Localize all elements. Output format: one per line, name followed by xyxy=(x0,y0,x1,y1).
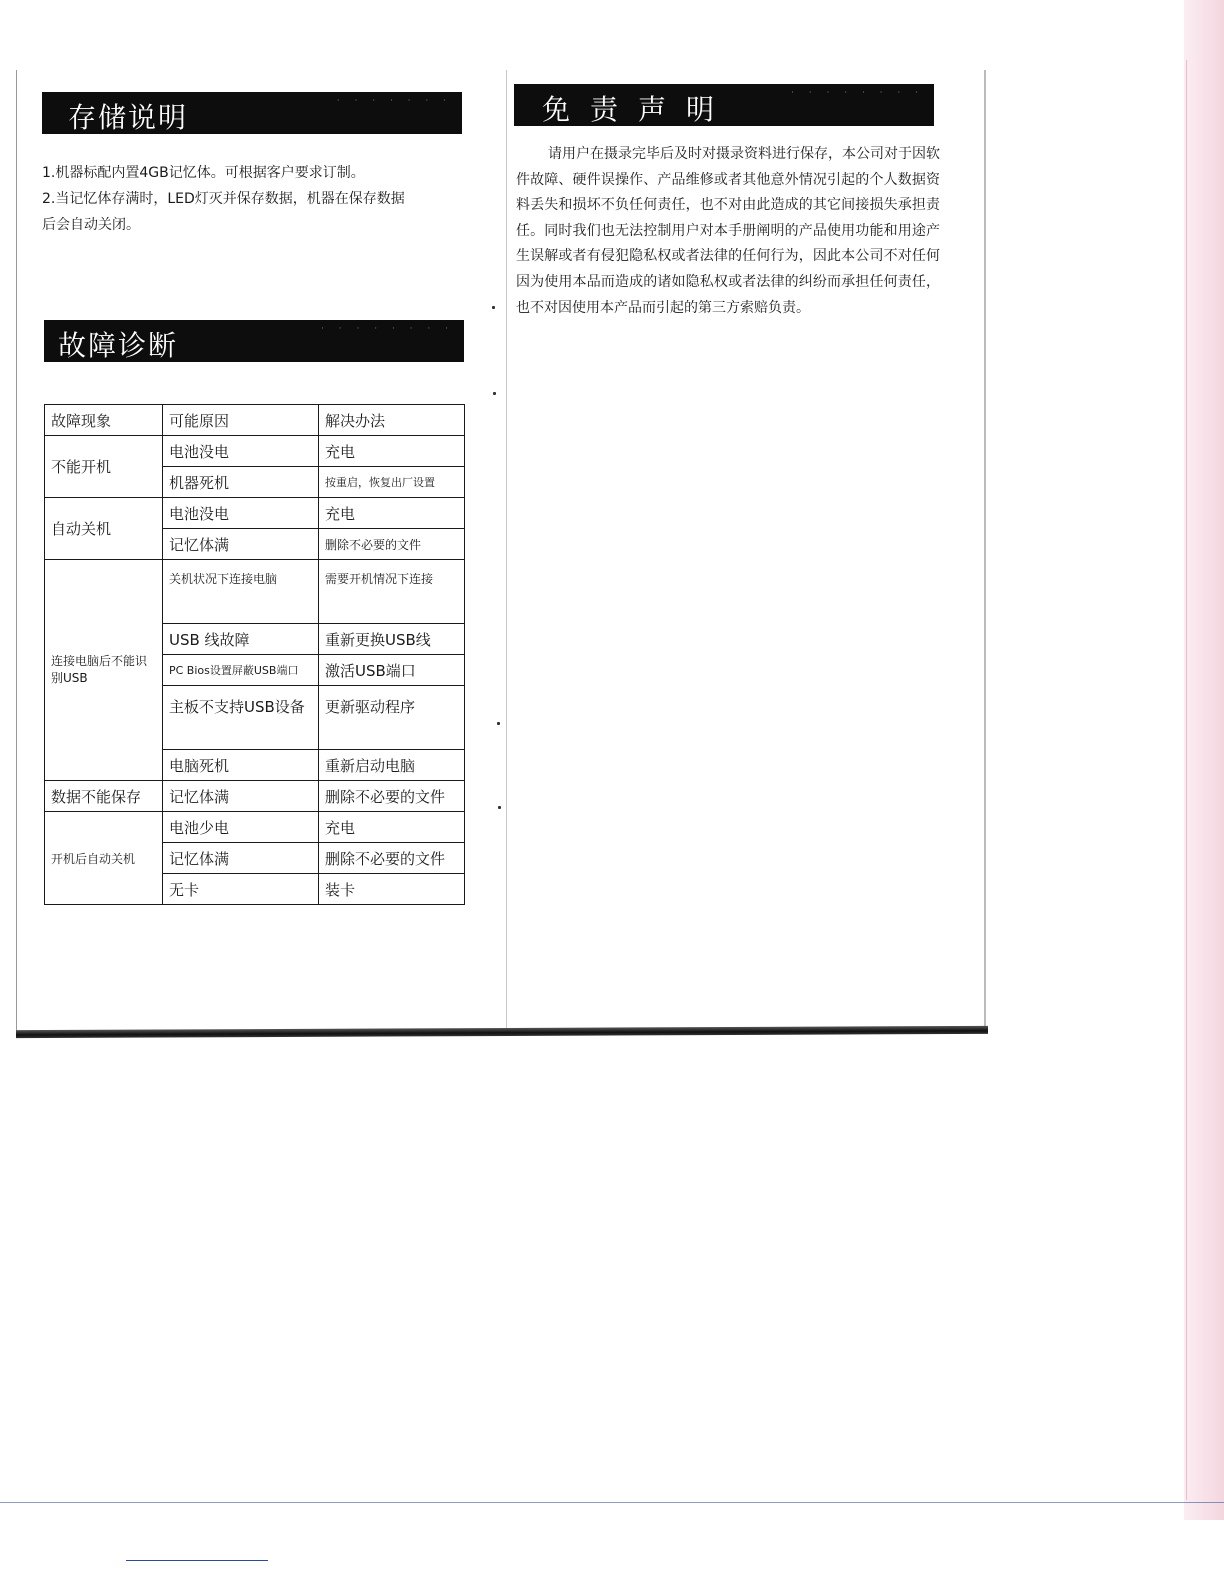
symptom-cell: 数据不能保存 xyxy=(45,781,163,812)
disclaimer-body: 请用户在摄录完毕后及时对摄录资料进行保存，本公司对于因软件故障、硬件误操作、产品维修或者其他意外情况引起的个人数据资料丢失和损坏不负任何责任，也不对由此造成的其它间接损失承担责任。同时我们也无法控制用户对本手册阐明的产品使用功能和用途产生误解或者有侵犯隐私权或者法律的任何行为，因此本公司不对任何因为使用本品而造成的诸如隐私权或者法律的纠纷而承担任何责任，也不对因使用本产品而引起的第三方索赔负责。 xyxy=(516,146,940,316)
cause-cell: 电脑死机 xyxy=(163,750,319,781)
solution-cell: 需要开机情况下连接 xyxy=(319,560,465,624)
fault-section-banner xyxy=(44,320,464,362)
cause-cell: 记忆体满 xyxy=(163,843,319,874)
header-cause: 可能原因 xyxy=(163,405,319,436)
symptom-cell: 开机后自动关机 xyxy=(45,812,163,905)
solution-cell: 删除不必要的文件 xyxy=(319,529,465,560)
banner-decoration: · · · · · · · · xyxy=(321,324,454,334)
booklet-bottom-edge xyxy=(16,1026,988,1038)
cause-cell: 机器死机 xyxy=(163,467,319,498)
table-row xyxy=(45,436,465,467)
page-edge-tint xyxy=(1184,0,1224,1520)
staple-mark xyxy=(493,392,496,395)
disclaimer-section-title: 免责声明 xyxy=(542,93,735,126)
storage-section-banner xyxy=(42,92,462,134)
solution-cell: 重新更换USB线 xyxy=(319,624,465,655)
page-edge-line xyxy=(1186,60,1187,1500)
cause-cell: 主板不支持USB设备 xyxy=(163,686,319,750)
cause-cell: 关机状况下连接电脑 xyxy=(163,560,319,624)
staple-mark xyxy=(497,722,500,725)
symptom-cell: 连接电脑后不能识别USB xyxy=(45,560,163,781)
header-solution: 解决办法 xyxy=(319,405,465,436)
solution-cell: 激活USB端口 xyxy=(319,655,465,686)
scan-bottom-link-rule xyxy=(126,1560,268,1561)
solution-cell: 按重启，恢复出厂设置 xyxy=(319,467,465,498)
solution-cell: 更新驱动程序 xyxy=(319,686,465,750)
cause-cell: 无卡 xyxy=(163,874,319,905)
table-header-row xyxy=(45,405,465,436)
storage-line: 1.机器标配内置4GB记忆体。可根据客户要求订制。 xyxy=(42,165,365,181)
fault-section-title: 故障诊断 xyxy=(58,329,179,362)
symptom-cell: 自动关机 xyxy=(45,498,163,560)
solution-cell: 充电 xyxy=(319,436,465,467)
disclaimer-section-banner xyxy=(514,84,934,126)
cause-cell: 电池少电 xyxy=(163,812,319,843)
banner-decoration: · · · · · · · · xyxy=(791,88,924,98)
cause-cell: 记忆体满 xyxy=(163,529,319,560)
solution-cell: 删除不必要的文件 xyxy=(319,843,465,874)
table-row xyxy=(45,498,465,529)
table-row xyxy=(45,560,465,624)
solution-cell: 装卡 xyxy=(319,874,465,905)
banner-decoration: · · · · · · · xyxy=(336,96,452,106)
storage-description xyxy=(42,160,472,238)
staple-mark xyxy=(492,306,495,309)
scan-bottom-rule xyxy=(0,1502,1224,1503)
booklet-right-edge xyxy=(984,70,986,1030)
solution-cell: 删除不必要的文件 xyxy=(319,781,465,812)
fault-diagnosis-table xyxy=(44,404,465,905)
solution-cell: 充电 xyxy=(319,498,465,529)
storage-line: 后会自动关闭。 xyxy=(42,217,140,233)
symptom-cell: 不能开机 xyxy=(45,436,163,498)
solution-cell: 重新启动电脑 xyxy=(319,750,465,781)
storage-line: 2.当记忆体存满时，LED灯灭并保存数据，机器在保存数据 xyxy=(42,191,405,207)
storage-section-title: 存储说明 xyxy=(68,101,189,134)
cause-cell: 记忆体满 xyxy=(163,781,319,812)
header-symptom: 故障现象 xyxy=(45,405,163,436)
solution-cell: 充电 xyxy=(319,812,465,843)
booklet-spine xyxy=(506,70,507,1030)
table-row xyxy=(45,812,465,843)
cause-cell: 电池没电 xyxy=(163,498,319,529)
staple-mark xyxy=(498,806,501,809)
table-row xyxy=(45,781,465,812)
cause-cell: PC Bios设置屏蔽USB端口 xyxy=(163,655,319,686)
cause-cell: 电池没电 xyxy=(163,436,319,467)
cause-cell: USB 线故障 xyxy=(163,624,319,655)
booklet-left-edge xyxy=(16,70,17,1032)
